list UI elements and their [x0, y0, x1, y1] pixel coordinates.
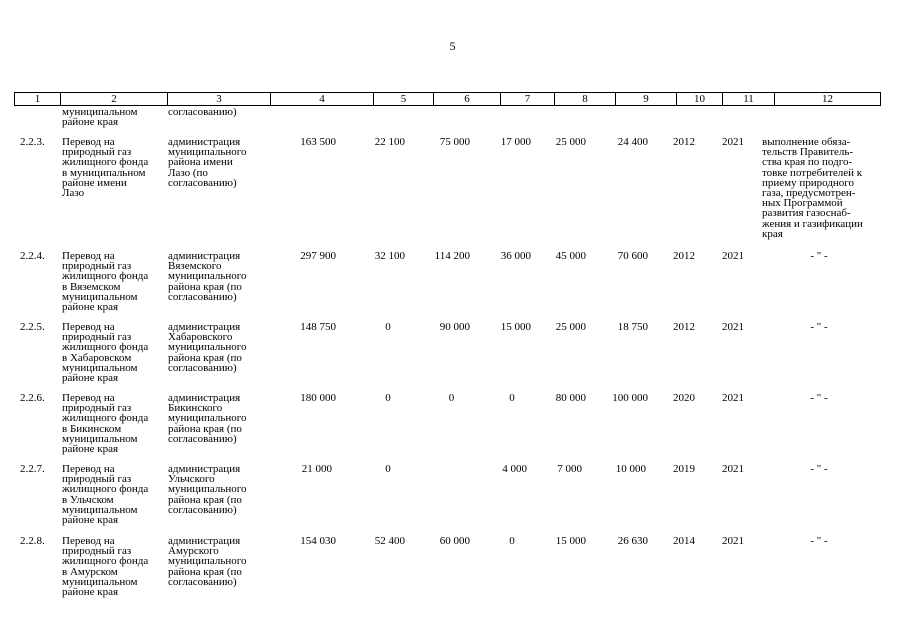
row-col7: 0: [509, 392, 515, 404]
row-executor: администрация Ульчского муниципального района края (по согласованию): [168, 463, 247, 516]
row-name: Перевод на природный газ жилищного фонда в Хабаровском муниципальном районе края: [62, 321, 149, 385]
header-col-11: 11: [722, 93, 774, 105]
row-start-year: 2019: [673, 463, 695, 475]
row-col8: 80 000: [555, 392, 586, 404]
row-executor: администрация Амурского муниципального района края (по согласованию): [168, 535, 247, 588]
row-col8: 7 000: [557, 463, 582, 475]
row-col6: 75 000: [439, 136, 470, 148]
row-result: - " -: [810, 463, 828, 475]
row-executor: администрация муниципального района имени Лазо (по согласованию): [168, 136, 247, 189]
row-result: - " -: [810, 321, 828, 333]
header-col-2: 2: [60, 93, 167, 105]
row-end-year: 2021: [722, 250, 744, 262]
row-number: 2.2.5.: [20, 321, 45, 333]
row-col9: 18 750: [617, 321, 648, 333]
row-col7: 36 000: [500, 250, 531, 262]
row-col5: 0: [385, 321, 391, 333]
row-executor: администрация Хабаровского муниципального района края (по согласованию): [168, 321, 247, 374]
row-start-year: 2012: [673, 321, 695, 333]
row-name: Перевод на природный газ жилищного фонда в муниципальном районе имени Лазо: [62, 136, 149, 200]
row-col9: 100 000: [612, 392, 648, 404]
header-col-7: 7: [500, 93, 554, 105]
row-number: 2.2.8.: [20, 535, 45, 547]
row-total: 180 000: [300, 392, 336, 404]
header-col-12: 12: [774, 93, 880, 105]
row-col7: 17 000: [500, 136, 531, 148]
row-number: 2.2.7.: [20, 463, 45, 475]
row-result: выполнение обяза- тельств Правитель- ства края по подго- товке потребителей к приему природного газа, предусмотрен- ных Программой развития газоснаб- жения и газификации края: [762, 136, 863, 240]
header-col-1: 1: [34, 93, 41, 105]
header-col-3: 3: [167, 93, 270, 105]
row-start-year: 2014: [673, 535, 695, 547]
row-total: 148 750: [300, 321, 336, 333]
carry-over-name: муниципальном районе края: [62, 106, 138, 129]
row-col5: 0: [385, 463, 391, 475]
table-header: [14, 92, 881, 106]
row-total: 297 900: [300, 250, 336, 262]
row-col6: 114 200: [434, 250, 470, 262]
row-col8: 25 000: [555, 321, 586, 333]
row-col8: 15 000: [555, 535, 586, 547]
row-col5: 52 400: [374, 535, 405, 547]
row-col5: 32 100: [374, 250, 405, 262]
header-col-5: 5: [373, 93, 433, 105]
row-col9: 24 400: [617, 136, 648, 148]
row-col7: 4 000: [502, 463, 527, 475]
row-col5: 0: [385, 392, 391, 404]
row-end-year: 2021: [722, 535, 744, 547]
row-end-year: 2021: [722, 321, 744, 333]
row-total: 21 000: [301, 463, 332, 475]
row-total: 163 500: [300, 136, 336, 148]
header-col-9: 9: [615, 93, 676, 105]
row-number: 2.2.3.: [20, 136, 45, 148]
row-number: 2.2.6.: [20, 392, 45, 404]
header-col-4: 4: [270, 93, 373, 105]
header-col-6: 6: [433, 93, 500, 105]
page-number: 5: [449, 39, 456, 53]
row-total: 154 030: [300, 535, 336, 547]
row-executor: администрация Вяземского муниципального района края (по согласованию): [168, 250, 247, 303]
row-start-year: 2012: [673, 136, 695, 148]
row-name: Перевод на природный газ жилищного фонда в Вяземском муниципальном районе края: [62, 250, 149, 314]
row-col6: 90 000: [439, 321, 470, 333]
row-name: Перевод на природный газ жилищного фонда в Бикинском муниципальном районе края: [62, 392, 149, 456]
row-col6: 0: [448, 392, 455, 404]
row-col6: 60 000: [439, 535, 470, 547]
row-end-year: 2021: [722, 392, 744, 404]
row-result: - " -: [810, 392, 828, 404]
row-col9: 10 000: [615, 463, 646, 475]
row-col7: 15 000: [500, 321, 531, 333]
row-start-year: 2012: [673, 250, 695, 262]
header-col-8: 8: [554, 93, 615, 105]
row-executor: администрация Бикинского муниципального района края (по согласованию): [168, 392, 247, 445]
row-result: - " -: [810, 250, 828, 262]
row-col5: 22 100: [374, 136, 405, 148]
carry-over-executor: согласованию): [168, 106, 237, 118]
row-start-year: 2020: [673, 392, 695, 404]
row-col8: 45 000: [555, 250, 586, 262]
row-name: Перевод на природный газ жилищного фонда в Амурском муниципальном районе края: [62, 535, 149, 599]
row-result: - " -: [810, 535, 828, 547]
row-end-year: 2021: [722, 136, 744, 148]
row-col9: 26 630: [617, 535, 648, 547]
row-col7: 0: [509, 535, 515, 547]
row-col8: 25 000: [555, 136, 586, 148]
header-col-10: 10: [676, 93, 722, 105]
row-col9: 70 600: [617, 250, 648, 262]
row-number: 2.2.4.: [20, 250, 45, 262]
row-end-year: 2021: [722, 463, 744, 475]
row-name: Перевод на природный газ жилищного фонда в Ульчском муниципальном районе края: [62, 463, 149, 527]
